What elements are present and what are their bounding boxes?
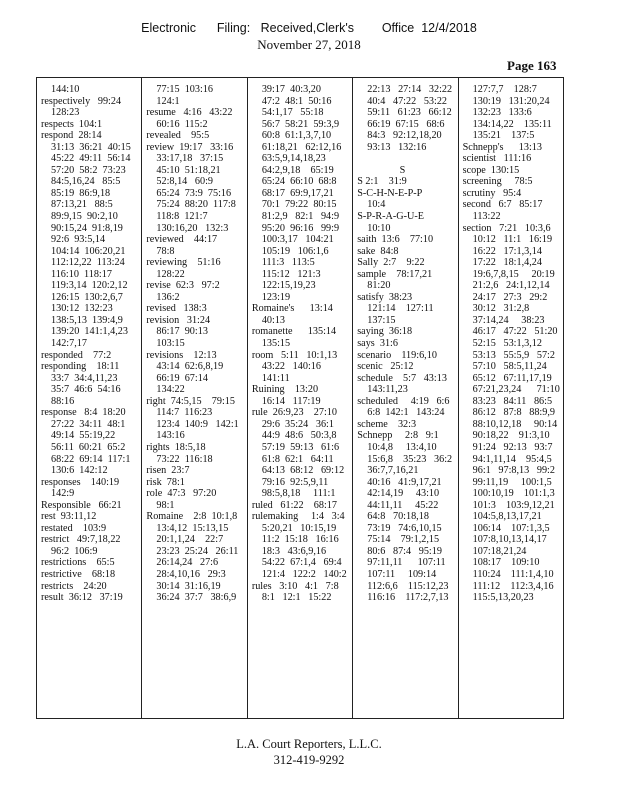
index-entry-continuation: 106:14 107:1,3,5	[472, 522, 550, 534]
index-entry-continuation: 94:1,11,14 95:4,5	[472, 453, 552, 465]
index-entry-continuation: 63:5,9,14,18,23	[261, 153, 326, 165]
index-entry-continuation: 143:11,23	[367, 384, 408, 396]
index-entry-continuation: 88:16	[51, 395, 75, 407]
index-entry-continuation: 60:16 115:2	[156, 118, 208, 130]
index-entry-continuation: 59:11 61:23 66:12	[367, 107, 452, 119]
index-entry-continuation: 16:14 117:19	[261, 395, 321, 407]
index-entry-continuation: 6:8 142:1 143:24	[367, 407, 445, 419]
index-entry-continuation: 21:2,6 24:1,12,14	[472, 280, 550, 292]
index-entry-continuation: 10:12 11:1 16:19	[472, 234, 553, 246]
index-entry-continuation: 132:23 133:6	[472, 107, 532, 119]
index-entry-continuation: 57:19 59:13 61:6	[261, 441, 340, 453]
index-entry-continuation: 119:3,14 120:2,12	[51, 280, 128, 292]
index-entry-continuation: 101:3 103:9,12,21	[472, 499, 555, 511]
index-entry-continuation: 127:7,7 128:7	[472, 84, 537, 95]
index-entry: rest 93:11,12	[41, 511, 97, 523]
index-entry-continuation: 134:22	[156, 384, 185, 396]
index-entry: responding 18:11	[41, 361, 120, 373]
index-entry-continuation: 93:13 132:16	[367, 141, 427, 153]
index-entry: reviewed 44:17	[146, 234, 218, 246]
index-entry-continuation: 123:4 140:9 142:1	[156, 418, 239, 430]
index-entry: room 5:11 10:1,13	[251, 349, 338, 361]
index-entry-continuation: 35:7 46:6 54:16	[51, 384, 121, 396]
index-entry: resume 4:16 43:22	[146, 107, 233, 119]
index-entry-continuation: 111:12 112:3,4,16	[472, 580, 554, 592]
index-entry-continuation: 135:15	[261, 338, 291, 350]
index-entry: risen 23:7	[146, 465, 190, 477]
index-entry: right 74:5,15 79:15	[146, 395, 235, 407]
index-entry-continuation: 139:20 141:1,4,23	[51, 326, 128, 338]
index-entry-continuation: 110:24 111:1,4,10	[472, 568, 554, 580]
index-entry: responded 77:2	[41, 349, 112, 361]
index-entry: respond 28:14	[41, 130, 102, 142]
index-entry-continuation: 47:2 48:1 50:16	[261, 95, 332, 107]
index-entry: scrutiny 95:4	[462, 187, 522, 199]
index-entry: screening 78:5	[462, 176, 533, 188]
index-entry-continuation: 104:14 106:20,21	[51, 245, 126, 257]
index-entry-continuation: 107:8,10,13,14,17	[472, 534, 547, 546]
index-column-1	[37, 78, 142, 718]
index-entry: saith 13:6 77:10	[357, 234, 434, 246]
index-entry-continuation: 115:12 121:3	[261, 268, 321, 280]
index-entry-continuation: 142:9	[51, 488, 75, 500]
index-entry-continuation: 5:20,21 10:15,19	[261, 522, 337, 534]
index-entry-continuation: 95:20 96:16 99:9	[261, 222, 340, 234]
index-column-4	[353, 78, 458, 718]
index-entry-continuation: 45:22 49:11 56:14	[51, 153, 131, 165]
index-entry-continuation: 22:13 27:14 32:22	[367, 84, 453, 95]
index-entry-continuation: 40:13	[261, 314, 286, 326]
index-entry: restrictive 68:18	[41, 568, 116, 580]
index-entry-continuation: 114:7 116:23	[156, 407, 213, 419]
index-entry-continuation: 67:21,23,24 71:10	[472, 384, 560, 396]
index-entry-continuation: 18:3 43:6,9,16	[261, 545, 327, 557]
index-entry-continuation: 98:5,8,18 111:1	[261, 488, 336, 500]
index-entry-continuation: 36:7,7,16,21	[367, 465, 419, 477]
index-entry-continuation: 134:14,22 135:11	[472, 118, 552, 130]
index-entry-continuation: 123:19	[261, 291, 291, 303]
footer-phone: 312-419-9292	[273, 753, 345, 767]
index-entry-continuation: 33:17,18 37:15	[156, 153, 224, 165]
index-entry-continuation: 33:7 34:4,11,23	[51, 372, 118, 384]
index-entry: revised 138:3	[146, 303, 207, 315]
index-entry: respectively 99:24	[41, 95, 122, 107]
index-entry-continuation: 61:18,21 62:12,16	[261, 141, 342, 153]
index-entry: satisfy 38:23	[357, 291, 413, 303]
index-entry-continuation: 39:17 40:3,20	[261, 84, 321, 95]
index-entry: risk 78:1	[146, 476, 185, 488]
index-entry-continuation: 30:12 31:2,8	[472, 303, 530, 315]
index-entry-continuation: 87:13,21 88:5	[51, 199, 113, 211]
index-entry-continuation: 141:11	[261, 372, 290, 384]
index-entry-continuation: 19:6,7,8,15 20:19	[472, 268, 555, 280]
index-entry-continuation: 52:8,14 60:9	[156, 176, 214, 188]
index-entry-continuation: 107:11 109:14	[367, 568, 437, 580]
index-entry: scope 130:15	[462, 164, 520, 176]
index-entry-continuation: 40:16 41:9,17,21	[367, 476, 442, 488]
index-entry-continuation: 91:24 92:13 93:7	[472, 441, 553, 453]
index-entry-continuation: 20:1,1,24 22:7	[156, 534, 224, 546]
index-entry-continuation: 144:10	[51, 84, 80, 95]
index-entry-continuation: 44:11,11 45:22	[367, 499, 439, 511]
index-entry-continuation: 70:1 79:22 80:15	[261, 199, 337, 211]
index-entry-continuation: 81:2,9 82:1 94:9	[261, 211, 340, 223]
index-entry-continuation: 113:22	[472, 211, 501, 223]
index-entry: reviewing 51:16	[146, 257, 221, 269]
index-entry-continuation: 10:4,8 13:4,10	[367, 441, 437, 453]
index-entry: second 6:7 85:17	[462, 199, 543, 211]
index-entry-continuation: 10:4	[367, 199, 386, 211]
index-entry: Schnepp's 13:13	[462, 141, 542, 153]
index-entry-continuation: 103:15	[156, 338, 185, 350]
index-entry: result 36:12 37:19	[41, 592, 123, 604]
index-entry-continuation: 112:6,6 115:12,23	[367, 580, 449, 592]
index-entry-continuation: 78:8	[156, 245, 175, 257]
index-entry-continuation: 60:8 61:1,3,7,10	[261, 130, 332, 142]
index-entry: restrict 49:7,18,22	[41, 534, 121, 546]
index-entry-continuation: 73:19 74:6,10,15	[367, 522, 442, 534]
index-entry: revision 31:24	[146, 314, 211, 326]
index-entry: sample 78:17,21	[357, 268, 433, 280]
index-entry-continuation: 77:15 103:16	[156, 84, 214, 95]
index-entry: revise 62:3 97:2	[146, 280, 220, 292]
index-entry: Sally 2:7 9:22	[357, 257, 425, 269]
index-entry-continuation: 85:19 86:9,18	[51, 187, 111, 199]
index-entry: rights 18:5,18	[146, 441, 206, 453]
index-entry-continuation: 97:11,11 107:11	[367, 557, 446, 569]
index-entry: respects 104:1	[41, 118, 103, 130]
index-entry: scenic 25:12	[357, 361, 414, 373]
index-entry-continuation: 75:24 88:20 117:8	[156, 199, 236, 211]
index-entry-continuation: 121:14 127:11	[367, 303, 434, 315]
footer-company: L.A. Court Reporters, L.L.C.	[236, 737, 382, 751]
index-entry: sake 84:8	[357, 245, 399, 257]
index-entry-continuation: 66:19 67:15 68:6	[367, 118, 445, 130]
index-entry: rule 26:9,23 27:10	[251, 407, 337, 419]
index-entry-continuation: 79:16 92:5,9,11	[261, 476, 329, 488]
index-entry: says 31:6	[357, 338, 398, 350]
index-entry-continuation: 44:9 48:6 50:3,8	[261, 430, 337, 442]
index-entry-continuation: 64:13 68:12 69:12	[261, 465, 345, 477]
index-entry-continuation: 13:4,12 15:13,15	[156, 522, 229, 534]
index-entry-continuation: 16:22 17:1,3,14	[472, 245, 542, 257]
index-entry-continuation: 80:6 87:4 95:19	[367, 545, 442, 557]
index-entry-continuation: 61:8 62:1 64:11	[261, 453, 334, 465]
index-entry-continuation: 68:17 69:9,17,21	[261, 187, 334, 199]
index-entry: scenario 119:6,10	[357, 349, 437, 361]
index-entry-continuation: 104:5,8,13,17,21	[472, 511, 542, 523]
index-entry: rules 3:10 4:1 7:8	[251, 580, 339, 592]
index-entry-continuation: 84:3 92:12,18,20	[367, 130, 442, 142]
index-entry: Schnepp 2:8 9:1	[357, 430, 439, 442]
index-entry: response 8:4 18:20	[41, 407, 126, 419]
index-entry: revealed 95:5	[146, 130, 210, 142]
index-entry-continuation: 107:18,21,24	[472, 545, 527, 557]
index-entry-continuation: 57:10 58:5,11,24	[472, 361, 547, 373]
index-entry-continuation: 52:15 53:1,3,12	[472, 338, 542, 350]
index-entry-continuation: 65:24 73:9 75:16	[156, 187, 232, 199]
index-entry-continuation: 17:22 18:1,4,24	[472, 257, 542, 269]
index-entry-continuation: 10:10	[367, 222, 391, 234]
index-entry-continuation: 112:12,22 113:24	[51, 257, 125, 269]
index-entry-continuation: 143:16	[156, 430, 185, 442]
index-entry-continuation: 26:14,24 27:6	[156, 557, 219, 569]
index-entry-continuation: 96:1 97:8,13 99:2	[472, 465, 555, 477]
index-entry-continuation: 92:6 93:5,14	[51, 234, 106, 246]
index-entry-continuation: 46:17 47:22 51:20	[472, 326, 558, 338]
document-date: November 27, 2018	[257, 37, 361, 52]
index-entry: scheme 32:3	[357, 418, 417, 430]
index-entry-continuation: 142:7,17	[51, 338, 87, 350]
page-number: Page 163	[507, 58, 557, 73]
index-entry: Romaine 2:8 10:1,8	[146, 511, 238, 523]
index-entry: responses 140:19	[41, 476, 120, 488]
index-entry-continuation: 118:8 121:7	[156, 211, 208, 223]
index-entry-continuation: 56:7 58:21 59:3,9	[261, 118, 340, 130]
index-entry-continuation: 138:5,13 139:4,9	[51, 314, 123, 326]
index-entry-continuation: 24:17 27:3 29:2	[472, 291, 548, 303]
index-entry-continuation: 53:13 55:5,9 57:2	[472, 349, 555, 361]
index-entry-continuation: 29:6 35:24 36:1	[261, 418, 334, 430]
index-entry-continuation: 89:9,15 90:2,10	[51, 211, 118, 223]
index-table	[36, 77, 564, 719]
index-entry-continuation: 83:23 84:11 86:5	[472, 395, 553, 407]
index-entry-continuation: 66:19 67:14	[156, 372, 208, 384]
index-entry: Romaine's 13:14	[251, 303, 333, 315]
index-entry-continuation: 27:22 34:11 48:1	[51, 418, 126, 430]
index-entry: S-P-R-A-G-U-E	[357, 211, 424, 223]
index-column-3	[248, 78, 353, 718]
index-entry: Ruining 13:20	[251, 384, 319, 396]
index-entry-continuation: 68:22 69:14 117:1	[51, 453, 131, 465]
index-entry-continuation: 31:13 36:21 40:15	[51, 141, 131, 153]
index-entry: ruled 61:22 68:17	[251, 499, 337, 511]
index-entry-continuation: 8:1 12:1 15:22	[261, 592, 332, 604]
index-entry-continuation: 15:6,8 35:23 36:2	[367, 453, 453, 465]
index-entry-continuation: 54:1,17 55:18	[261, 107, 324, 119]
index-entry-continuation: 64:8 70:18,18	[367, 511, 429, 523]
index-column-2	[142, 78, 247, 718]
index-entry-continuation: 43:14 62:6,8,19	[156, 361, 224, 373]
index-entry-continuation: 137:15	[367, 314, 396, 326]
index-entry-continuation: 115:5,13,20,23	[472, 592, 534, 604]
index-entry-continuation: 11:2 15:18 16:16	[261, 534, 339, 546]
index-entry: schedule 5:7 43:13	[357, 372, 447, 384]
index-entry-continuation: 43:22 140:16	[261, 361, 321, 373]
index-entry-continuation: 100:10,19 101:1,3	[472, 488, 555, 500]
index-entry: revisions 12:13	[146, 349, 217, 361]
index-entry: scientist 111:16	[462, 153, 532, 165]
index-entry-continuation: 56:11 60:21 65:2	[51, 441, 126, 453]
index-entry-continuation: 116:10 118:17	[51, 268, 112, 280]
index-entry: scheduled 4:19 6:6	[357, 395, 450, 407]
index-entry-continuation: 49:14 55:19,22	[51, 430, 116, 442]
index-entry: restated 103:9	[41, 522, 107, 534]
index-entry: review 19:17 33:16	[146, 141, 234, 153]
index-entry: role 47:3 97:20	[146, 488, 217, 500]
index-entry-continuation: 128:23	[51, 107, 80, 119]
index-entry: restrictions 65:5	[41, 557, 115, 569]
index-column-5	[459, 78, 563, 718]
index-entry-continuation: 98:1	[156, 499, 175, 511]
index-entry-continuation: 28:4,10,16 29:3	[156, 568, 226, 580]
index-entry-continuation: 100:3,17 104:21	[261, 234, 334, 246]
index-entry-continuation: 130:6 142:12	[51, 465, 108, 477]
index-entry-continuation: 73:22 116:18	[156, 453, 213, 465]
index-entry-continuation: 30:14 31:16,19	[156, 580, 221, 592]
index-entry-continuation: 54:22 67:1,4 69:4	[261, 557, 342, 569]
index-entry-continuation: 42:14,19 43:10	[367, 488, 440, 500]
index-entry-continuation: 122:15,19,23	[261, 280, 316, 292]
index-entry-continuation: 116:16 117:2,7,13	[367, 592, 449, 604]
filing-stamp: Electronic Filing: Received,Clerk's Office 12/4/2018	[141, 21, 477, 35]
index-entry-continuation: 128:22	[156, 268, 185, 280]
index-entry-continuation: 65:12 67:11,17,19	[472, 372, 552, 384]
index-entry: section 7:21 10:3,6	[462, 222, 551, 234]
index-entry-continuation: 99:11,19 100:1,5	[472, 476, 552, 488]
index-entry: Responsible 66:21	[41, 499, 122, 511]
index-entry-continuation: 65:24 66:10 68:8	[261, 176, 337, 188]
index-entry-continuation: 124:1	[156, 95, 180, 107]
index-entry: restricts 24:20	[41, 580, 107, 592]
index-entry-continuation: 121:4 122:2 140:2	[261, 568, 347, 580]
index-entry: S 2:1 31:9	[357, 176, 407, 188]
index-entry-continuation: 130:12 132:23	[51, 303, 113, 315]
index-entry-continuation: 40:4 47:22 53:22	[367, 95, 448, 107]
index-entry-continuation: 88:10,12,18 90:14	[472, 418, 558, 430]
index-entry-continuation: 64:2,9,18 65:19	[261, 164, 334, 176]
index-entry-continuation: 130:19 131:20,24	[472, 95, 550, 107]
index-entry: saying 36:18	[357, 326, 413, 338]
index-entry-continuation: 36:24 37:7 38:6,9	[156, 592, 237, 604]
index-entry-continuation: 45:10 51:18,21	[156, 164, 221, 176]
index-entry-continuation: 90:15,24 91:8,19	[51, 222, 123, 234]
index-entry-continuation: 37:14,24 38:23	[472, 314, 545, 326]
index-entry-continuation: 86:17 90:13	[156, 326, 208, 338]
index-entry-continuation: 130:16,20 132:3	[156, 222, 229, 234]
index-entry-continuation: 57:20 58:2 73:23	[51, 164, 126, 176]
index-entry-continuation: 96:2 106:9	[51, 545, 98, 557]
index-entry-continuation: 105:19 106:1,6	[261, 245, 329, 257]
index-entry-continuation: 23:23 25:24 26:11	[156, 545, 239, 557]
index-entry: romanette 135:14	[251, 326, 337, 338]
index-entry-continuation: 75:14 79:1,2,15	[367, 534, 440, 546]
index-entry-continuation: 111:3 113:5	[261, 257, 315, 269]
index-entry: rulemaking 1:4 3:4	[251, 511, 345, 523]
index-entry-continuation: 136:2	[156, 291, 180, 303]
index-entry-continuation: 108:17 109:10	[472, 557, 540, 569]
index-entry-continuation: 135:21 137:5	[472, 130, 535, 142]
index-entry-continuation: 90:18,22 91:3,10	[472, 430, 550, 442]
index-entry-continuation: 81:20	[367, 280, 391, 292]
index-entry-continuation: 84:5,16,24 85:5	[51, 176, 121, 188]
index-entry-continuation: 86:12 87:8 88:9,9	[472, 407, 555, 419]
index-entry-continuation: 126:15 130:2,6,7	[51, 291, 123, 303]
index-entry	[357, 153, 457, 165]
index-entry: S-C-H-N-E-P-P	[357, 187, 423, 199]
section-letter: S	[399, 164, 406, 176]
